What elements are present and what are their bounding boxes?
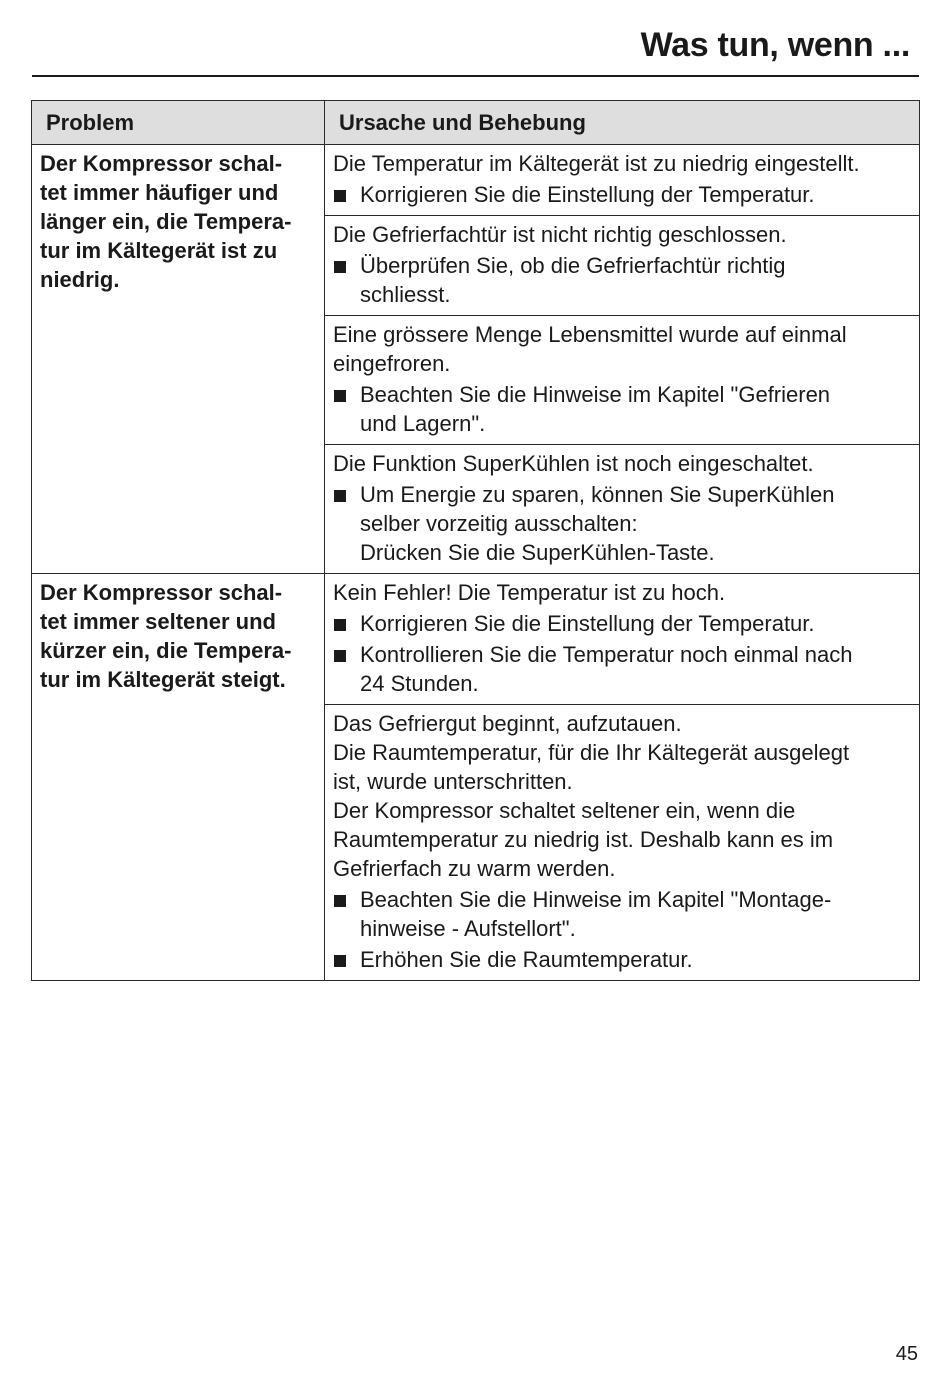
cause-text-line: ist, wurde unterschritten. (333, 769, 573, 794)
remedy-text-line: schliesst. (360, 282, 451, 307)
page-title: Was tun, wenn ... (640, 26, 910, 64)
cause-text (333, 149, 913, 178)
problem-text-line: tur im Kältegerät steigt. (40, 667, 286, 692)
problem-text-line: tet immer häufiger und (40, 180, 279, 205)
cause-text (333, 320, 913, 378)
cause-text-line: Eine grössere Menge Lebensmittel wurde auf einmal (333, 322, 847, 347)
remedy-text-line: Beachten Sie die Hinweise im Kapitel "Montage- (360, 887, 832, 912)
cause-text-line: Kein Fehler! Die Temperatur ist zu hoch. (333, 580, 726, 605)
cause-text (333, 220, 913, 249)
remedy-step (333, 885, 913, 943)
remedy-step (333, 380, 913, 438)
remedy-step (333, 251, 913, 309)
cause-cell (325, 705, 920, 981)
cause-cell (325, 216, 920, 316)
cause-cell (325, 316, 920, 445)
cause-text (333, 578, 913, 607)
cause-text-line: Die Funktion SuperKühlen ist noch eingeschaltet. (333, 451, 814, 476)
problem-text-line: kürzer ein, die Tempera- (40, 638, 292, 663)
remedy-text-line: Korrigieren Sie die Einstellung der Temperatur. (360, 611, 815, 636)
title-divider (32, 75, 919, 77)
remedy-text-line: und Lagern". (360, 411, 486, 436)
column-header-cause: Ursache und Behebung (325, 101, 920, 145)
remedy-text-line: Drücken Sie die SuperKühlen-Taste. (360, 540, 715, 565)
remedy-step (333, 945, 913, 974)
square-bullet-icon (334, 955, 346, 967)
square-bullet-icon (334, 490, 346, 502)
square-bullet-icon (334, 619, 346, 631)
remedy-text-line: Korrigieren Sie die Einstellung der Temperatur. (360, 182, 815, 207)
remedy-text-line: selber vorzeitig ausschalten: (360, 511, 638, 536)
problem-cell (32, 145, 325, 574)
problem-cell (32, 574, 325, 981)
square-bullet-icon (334, 390, 346, 402)
remedy-step (333, 180, 913, 209)
cause-text-line: Die Raumtemperatur, für die Ihr Kältegerät ausgelegt (333, 740, 850, 765)
remedy-step (333, 480, 913, 567)
remedy-step (333, 609, 913, 638)
table-row (32, 574, 920, 705)
cause-text (333, 449, 913, 478)
remedy-text-line: Kontrollieren Sie die Temperatur noch einmal nach (360, 642, 853, 667)
problem-text-line: tet immer seltener und (40, 609, 276, 634)
square-bullet-icon (334, 190, 346, 202)
square-bullet-icon (334, 650, 346, 662)
remedy-text-line: 24 Stunden. (360, 671, 479, 696)
problem-text-line: länger ein, die Tempera- (40, 209, 292, 234)
remedy-text-line: hinweise - Aufstellort". (360, 916, 576, 941)
remedy-text-line: Überprüfen Sie, ob die Gefrierfachtür richtig (360, 253, 786, 278)
page-number: 45 (895, 1343, 918, 1365)
table-body (32, 145, 920, 981)
problem-text-line: niedrig. (40, 267, 120, 292)
cause-text-line: Gefrierfach zu warm werden. (333, 856, 616, 881)
troubleshooting-table (31, 100, 920, 981)
remedy-text-line: Um Energie zu sparen, können Sie SuperKühlen (360, 482, 835, 507)
remedy-text-line: Beachten Sie die Hinweise im Kapitel "Gefrieren (360, 382, 831, 407)
table-row (32, 145, 920, 216)
square-bullet-icon (334, 261, 346, 273)
cause-text-line: Das Gefriergut beginnt, aufzutauen. (333, 711, 682, 736)
cause-text-line: Der Kompressor schaltet seltener ein, wenn die (333, 798, 796, 823)
cause-text-line: Die Gefrierfachtür ist nicht richtig geschlossen. (333, 222, 787, 247)
cause-text-line: Raumtemperatur zu niedrig ist. Deshalb kann es im (333, 827, 834, 852)
table-header-row (32, 101, 920, 145)
remedy-text-line: Erhöhen Sie die Raumtemperatur. (360, 947, 693, 972)
cause-cell (325, 445, 920, 574)
cause-text (333, 709, 913, 883)
cause-cell (325, 574, 920, 705)
cause-text-line: eingefroren. (333, 351, 451, 376)
problem-text-line: Der Kompressor schal- (40, 151, 283, 176)
problem-text-line: Der Kompressor schal- (40, 580, 283, 605)
remedy-step (333, 640, 913, 698)
column-header-problem: Problem (32, 101, 325, 145)
cause-cell (325, 145, 920, 216)
problem-text-line: tur im Kältegerät ist zu (40, 238, 278, 263)
cause-text-line: Die Temperatur im Kältegerät ist zu niedrig eingestellt. (333, 151, 860, 176)
square-bullet-icon (334, 895, 346, 907)
